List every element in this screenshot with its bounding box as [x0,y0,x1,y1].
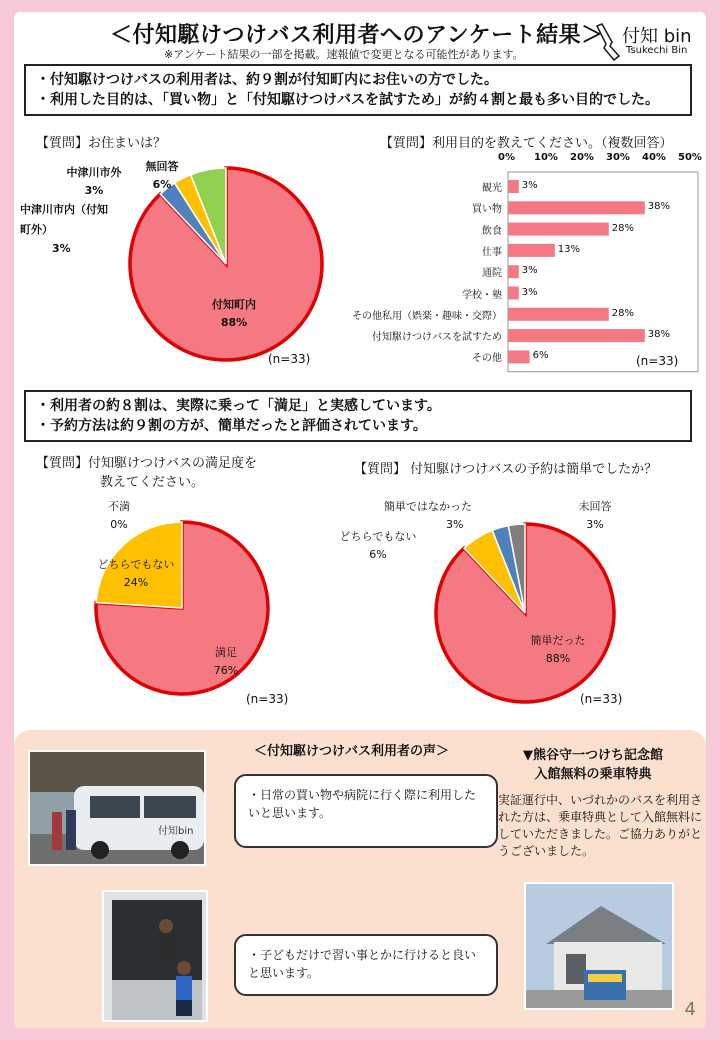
tsukechi-bin-logo [592,20,702,64]
bar-tick-0: 0% [498,152,515,163]
page-number: 4 [684,999,696,1020]
bar-5 [508,287,519,300]
pie4-label-no-answer-name: 未回答 [578,500,612,513]
museum-text: 実証運行中、いづれかのバスを利用された方は、乗車特典として入館無料にしていただきました。ご協力ありがとうございました。 [498,793,703,858]
pie1-label-tsukechi-name: 付知町内 [212,298,256,311]
bar-category-7: 付知駆けつけバスを試すため [372,332,502,344]
bar-3 [508,244,555,257]
pie3-label-satisfied-name: 満足 [215,646,237,659]
pie4-label-no-answer [570,498,620,534]
bar-7 [508,329,645,342]
bar-n-label: (n=33) [636,354,679,368]
bar-2 [508,223,609,236]
bar-tick-4: 40% [642,152,666,163]
pie1-label-out-city-name: 中津川市外 [66,166,122,179]
bar-category-4: 通院 [482,268,502,280]
logo-subtext: Tsukechi Bin [626,45,688,56]
pie3-label-neutral-name: どちらでもない [97,558,175,571]
pie1-label-tsukechi-value: 88% [220,316,248,329]
page-subtitle: ※アンケート結果の一部を掲載。速報値で変更となる可能性があります。 [164,48,524,61]
pie1-label-out-city-value: 3% [84,184,104,197]
summary-box-1 [24,64,692,116]
pie1-label-no-answer-value: 6% [152,178,172,191]
bar-category-8: その他 [472,353,502,365]
voice-2-text: ・子どもだけで習い事とかに行けると良いと思います。 [248,948,477,980]
bar-category-5: 学校・塾 [462,289,502,301]
residence-question: 【質問】お住まいは？ [36,136,167,151]
bar-category-2: 飲食 [482,225,502,237]
pie3-label-neutral-value: 24% [123,576,149,589]
pie4-label-easy-name: 簡単だった [530,634,586,647]
child-boarding-illustration-icon [104,892,208,1022]
pie3-label-neutral [86,556,186,592]
bar-value-label-5: 3% [521,286,538,298]
pie3-label-dissatisfied [96,498,142,534]
museum-illustration-icon [526,884,674,1010]
satisfaction-question-line-2: 教えてください。 [100,475,205,490]
pie1-label-no-answer-name: 無回答 [145,160,179,173]
bar-category-1: 買い物 [472,204,502,216]
pie1-n-label: (n=33) [268,352,311,366]
bar-value-label-1: 38% [647,201,671,213]
bar-6 [508,308,609,321]
museum-title-line-1: ▼熊谷守一つけち記念館 [523,748,663,763]
summary-box-2 [24,390,692,442]
pie4-n-label: (n=33) [580,692,623,706]
bar-value-label-7: 38% [647,329,671,341]
pie4-label-not-easy-name: 簡単ではなかった [384,500,472,513]
survey-page [14,12,706,1028]
bar-category-0: 観光 [482,183,502,194]
bar-value-label-0: 3% [521,180,538,191]
pie4-label-easy-value: 88% [545,652,571,665]
pie4-label-not-easy-value: 3% [446,518,464,531]
pie1-label-in-city-name: 中津川市内（付知町外） [20,203,108,236]
bar-value-label-6: 28% [611,307,635,319]
logo-text: 付知 bin [622,26,692,47]
reservation-pie-chart [432,520,618,706]
user-voices-section [14,730,706,1028]
bar-8 [508,350,530,363]
pie3-label-dissatisfied-value: 0% [110,518,128,531]
pie4-label-not-easy [384,498,504,534]
bar-0 [508,180,519,193]
bar-category-3: 仕事 [482,246,502,258]
summary-1-line-2: ・利用した目的は、「買い物」と「付知駆けつけバスを試すため」が約４割と最も多い目的でした。 [36,92,659,108]
voice-bubble-2 [234,934,498,996]
bus-photo [28,750,206,866]
bar-value-label-3: 13% [557,243,581,255]
bar-category-6: その他私用（娯楽・趣味・交際） [352,310,502,322]
summary-1-line-1: ・付知駆けつけバスの利用者は、約９割が付知町内にお住いの方でした。 [36,72,498,88]
bar-4 [508,265,519,278]
pie4-label-neutral-value: 6% [369,548,387,561]
child-boarding-photo [102,890,208,1022]
pie3-n-label: (n=33) [246,692,289,706]
bar-tick-2: 20% [570,152,594,163]
purpose-question: 【質問】利用目的を教えてください。（複数回答） [380,136,673,151]
purpose-bar-chart [14,152,706,392]
bar-1 [508,201,645,214]
pie4-label-easy [522,632,594,668]
bar-tick-5: 50% [678,152,702,163]
pie4-label-no-answer-value: 3% [586,518,604,531]
reservation-question: 【質問】 付知駆けつけバスの予約は簡単でしたか？ [354,462,658,477]
pie3-label-satisfied [206,644,246,680]
bar-value-label-4: 3% [521,265,538,277]
svg-text:付知bin: 付知bin [158,826,194,837]
pie3-label-satisfied-value: 76% [213,664,239,677]
satisfaction-question [36,454,257,492]
satisfaction-question-line-1: 【質問】付知駆けつけバスの満足度を [36,456,258,471]
museum-title-line-2: 入館無料の乗車特典 [534,767,652,782]
museum-title [508,746,678,784]
page-title: ＜付知駆けつけバス利用者へのアンケート結果＞ [110,23,604,48]
pie3-label-dissatisfied-name: 不満 [108,500,130,513]
summary-2-line-1: ・利用者の約８割は、実際に乗って「満足」と実感しています。 [36,398,441,414]
museum-photo [524,882,674,1010]
pie4-label-neutral-name: どちらでもない [339,530,417,543]
voices-title: ＜付知駆けつけバス利用者の声＞ [254,744,450,759]
voice-bubble-1 [234,774,498,848]
bar-value-label-8: 6% [532,350,549,362]
bus-photo-illustration-icon [30,752,206,866]
pie1-label-in-city-value: 3% [52,242,71,255]
bar-value-label-2: 28% [611,222,635,234]
voice-1-text: ・日常の買い物や病院に行く際に利用したいと思います。 [248,788,477,820]
summary-2-line-2: ・予約方法は約９割の方が、簡単だったと評価されています。 [36,418,427,434]
bar-tick-1: 10% [534,152,558,163]
bus-stop-logo-icon [594,22,622,62]
bar-tick-3: 30% [606,152,630,163]
